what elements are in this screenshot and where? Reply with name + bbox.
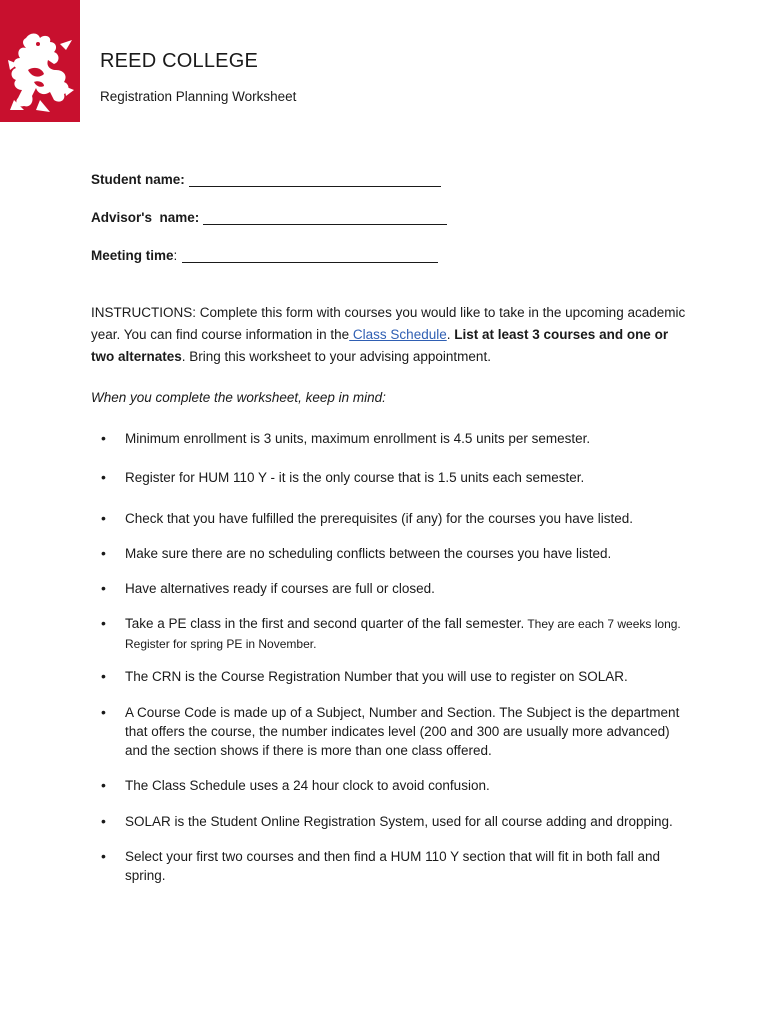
student-name-line[interactable]: [189, 173, 441, 187]
list-item: • Make sure there are no scheduling conflicts between the courses you have listed.: [101, 545, 612, 561]
advisor-name-field: [91, 210, 447, 225]
griffin-icon: [4, 30, 76, 114]
list-item: • SOLAR is the Student Online Registration System, used for all course adding and dropping.: [101, 813, 673, 829]
list-item: • Select your first two courses and then find a HUM 110 Y section that will fit in both fall and spring.: [101, 848, 661, 883]
student-name-label: Student name:: [91, 172, 185, 187]
list-item: • The CRN is the Course Registration Number that you will use to register on SOLAR.: [101, 668, 628, 684]
reed-griffin-logo: [0, 0, 80, 122]
list-item: • Have alternatives ready if courses are full or closed.: [101, 580, 435, 596]
list-item: • Register for HUM 110 Y - it is the only course that is 1.5 units each semester.: [101, 469, 585, 485]
list-item: • The Class Schedule uses a 24 hour clock to avoid confusion.: [101, 777, 490, 793]
list-item: • Take a PE class in the first and second quarter of the fall semester. They are each 7 weeks long. Register for spring PE in November.: [101, 615, 681, 651]
student-name-field: [91, 172, 441, 187]
list-item: • Minimum enrollment is 3 units, maximum enrollment is 4.5 units per semester.: [101, 430, 591, 446]
college-name: REED COLLEGE: [100, 50, 259, 72]
meeting-time-field: [91, 248, 438, 263]
advisor-name-line[interactable]: [203, 211, 447, 225]
list-item: • A Course Code is made up of a Subject, Number and Section. The Subject is the department that offers the course, the number indicates level (200 and 300 are usually more advanced) and the section shows if there is more than one class offered.: [101, 704, 680, 758]
list-item: • Check that you have fulfilled the prerequisites (if any) for the courses you have listed.: [101, 510, 634, 526]
keep-in-mind-heading: When you complete the worksheet, keep in mind:: [91, 390, 386, 405]
meeting-time-line[interactable]: [182, 249, 438, 263]
meeting-time-label: Meeting time:: [91, 248, 178, 263]
advisor-name-label: Advisor's name:: [91, 210, 200, 225]
instructions-paragraph: INSTRUCTIONS: Complete this form with courses you would like to take in the upcoming academic year. You can find course information in the Class Schedule. List at least 3 courses and one or two alternates. Bring this worksheet to your advising appointment.: [91, 305, 686, 364]
class-schedule-link[interactable]: Class Schedule: [349, 327, 447, 342]
instructions-emphasis: List at least 3 courses and one or two alternates: [91, 327, 669, 364]
document-title: Registration Planning Worksheet: [100, 89, 297, 104]
